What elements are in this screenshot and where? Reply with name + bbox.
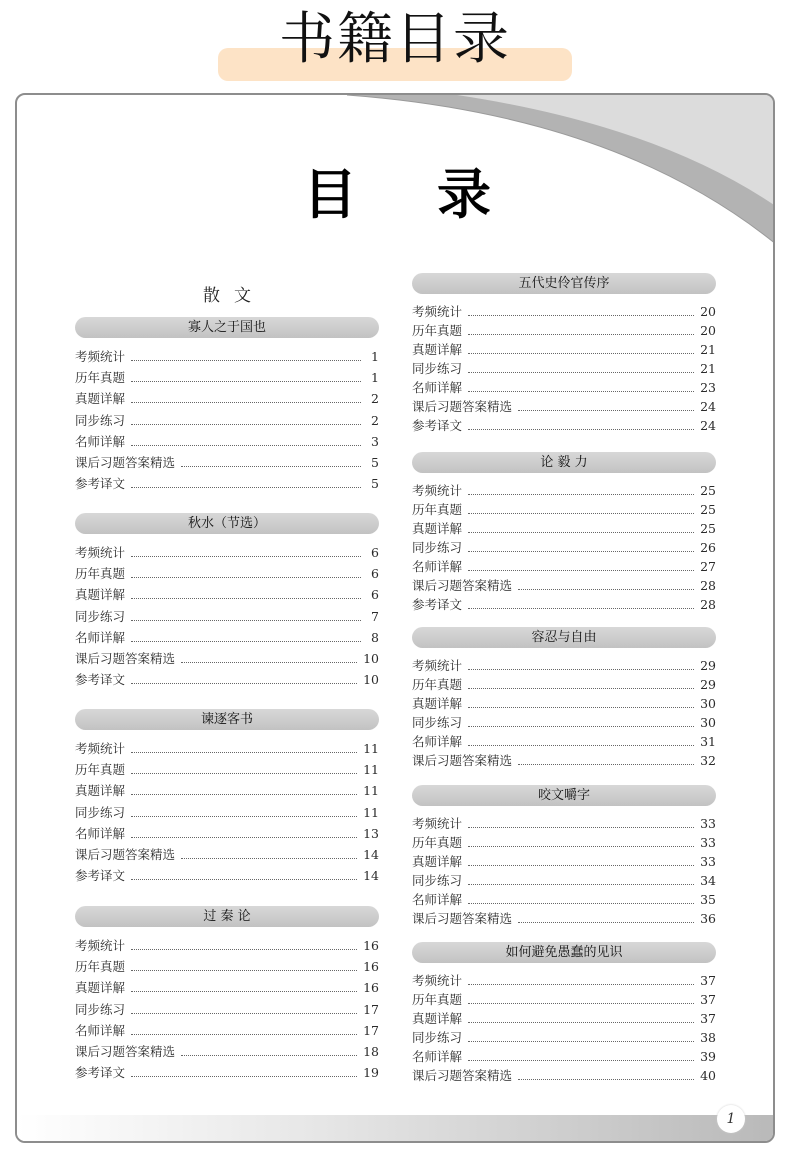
toc-entry: [412, 500, 716, 519]
entry-label: 同步练习: [75, 1001, 126, 1017]
entry-page-number: 11: [363, 804, 379, 820]
toc-entry: [412, 852, 716, 871]
toc-group: [75, 906, 379, 1083]
dot-leader: [131, 641, 361, 642]
banner: [0, 0, 790, 92]
entry-page-number: 20: [700, 323, 716, 338]
entry-page-number: 14: [363, 868, 379, 884]
entry-page-number: 37: [700, 1011, 716, 1026]
dot-leader: [131, 773, 357, 774]
toc-group: [75, 513, 379, 690]
dot-leader: [131, 556, 361, 557]
entry-label: 历年真题: [412, 992, 463, 1007]
entry-label: 名师详解: [75, 433, 126, 449]
toc-entry: [412, 656, 716, 675]
toc-entry: [75, 823, 379, 844]
entry-page-number: 38: [700, 1030, 716, 1045]
dot-leader: [131, 879, 357, 880]
entry-page-number: 33: [700, 854, 716, 869]
toc-entry: [412, 481, 716, 500]
entry-label: 历年真题: [412, 502, 463, 517]
dot-leader: [468, 1022, 694, 1023]
section-title: 散文: [203, 286, 265, 306]
toc-entry: [412, 1047, 716, 1066]
toc-entry: [75, 844, 379, 865]
toc-group: [412, 452, 716, 614]
entry-page-number: 21: [700, 361, 716, 376]
toc-entry: [75, 1020, 379, 1041]
toc-group: [412, 785, 716, 928]
entry-page-number: 35: [700, 892, 716, 907]
dot-leader: [518, 1079, 694, 1080]
entry-page-number: 8: [371, 629, 379, 645]
dot-leader: [468, 1060, 694, 1061]
toc-group: [412, 273, 716, 435]
toc-entry: [412, 302, 716, 321]
dot-leader: [468, 353, 694, 354]
entry-label: 课后习题答案精选: [75, 846, 176, 862]
page-title: 目录: [303, 163, 571, 226]
entry-page-number: 1: [371, 349, 379, 364]
toc-entry: [75, 367, 379, 388]
entry-page-number: 10: [363, 672, 379, 688]
entry-label: 考频统计: [75, 349, 126, 364]
toc-entry: [412, 321, 716, 340]
chapter-title-pill: 咬文嚼字: [412, 785, 716, 806]
entry-label: 课后习题答案精选: [412, 911, 513, 926]
dot-leader: [468, 315, 694, 316]
entry-page-number: 19: [363, 1065, 379, 1081]
entry-label: 名师详解: [75, 1022, 126, 1038]
dot-leader: [131, 970, 357, 971]
entry-label: 历年真题: [75, 762, 126, 778]
entry-label: 参考译文: [412, 418, 463, 433]
entry-page-number: 1: [371, 370, 379, 386]
chapter-title-pill: 论 毅 力: [412, 452, 716, 473]
entry-label: 考频统计: [412, 816, 463, 831]
entry-page-number: 11: [363, 783, 379, 799]
dot-leader: [468, 334, 694, 335]
toc-entry: [412, 909, 716, 928]
entry-label: 真题详解: [412, 1011, 463, 1026]
entry-label: 同步练习: [412, 873, 463, 888]
entry-page-number: 5: [371, 476, 379, 492]
toc-entry: [412, 416, 716, 435]
entry-label: 参考译文: [412, 597, 463, 612]
chapter-title-pill: 谏逐客书: [75, 709, 379, 730]
entry-label: 考频统计: [412, 973, 463, 988]
entry-label: 历年真题: [75, 370, 126, 386]
banner-title: 书籍目录: [279, 7, 511, 72]
dot-leader: [468, 429, 694, 430]
dot-leader: [131, 837, 357, 838]
toc-entry: [75, 542, 379, 563]
dot-leader: [468, 513, 694, 514]
dot-leader: [131, 620, 361, 621]
entry-label: 参考译文: [75, 672, 126, 688]
entry-page-number: 25: [700, 483, 716, 498]
entry-page-number: 5: [371, 454, 379, 470]
toc-entry: [412, 833, 716, 852]
toc-entry: [412, 340, 716, 359]
toc-group: [412, 942, 716, 1085]
entry-label: 同步练习: [412, 540, 463, 555]
entry-page-number: 6: [371, 545, 379, 560]
entry-label: 真题详解: [75, 391, 126, 407]
dot-leader: [131, 1034, 357, 1035]
entry-page-number: 17: [363, 1022, 379, 1038]
dot-leader: [468, 1003, 694, 1004]
toc-entry: [75, 606, 379, 627]
entry-page-number: 7: [371, 608, 379, 624]
entry-page-number: 18: [363, 1043, 379, 1059]
page-number: 1: [717, 1105, 745, 1133]
entry-label: 名师详解: [75, 629, 126, 645]
toc-entry: [75, 738, 379, 759]
toc-entry: [412, 397, 716, 416]
entry-label: 真题详解: [75, 587, 126, 603]
toc-group: [412, 627, 716, 770]
toc-entry: [412, 1009, 716, 1028]
toc-entry: [412, 751, 716, 770]
entry-label: 名师详解: [412, 1049, 463, 1064]
dot-leader: [518, 589, 694, 590]
entry-page-number: 11: [363, 762, 379, 778]
entry-label: 真题详解: [412, 521, 463, 536]
dot-leader: [181, 1055, 357, 1056]
toc-entry: [75, 1041, 379, 1062]
entry-label: 真题详解: [75, 783, 126, 799]
entry-label: 课后习题答案精选: [412, 399, 513, 414]
entry-label: 课后习题答案精选: [412, 578, 513, 593]
toc-entry: [75, 865, 379, 886]
dot-leader: [468, 745, 694, 746]
toc-entry: [75, 563, 379, 584]
entry-label: 真题详解: [75, 980, 126, 996]
entry-label: 参考译文: [75, 476, 126, 492]
dot-leader: [468, 827, 694, 828]
entry-page-number: 31: [700, 734, 716, 749]
entry-page-number: 36: [700, 911, 716, 926]
entry-page-number: 40: [700, 1068, 716, 1083]
entry-page-number: 32: [700, 753, 716, 768]
toc-group: [75, 709, 379, 886]
entry-page-number: 29: [700, 677, 716, 692]
entry-label: 课后习题答案精选: [412, 753, 513, 768]
entry-page-number: 11: [363, 741, 379, 756]
entry-label: 名师详解: [412, 734, 463, 749]
entry-page-number: 20: [700, 304, 716, 319]
entry-page-number: 28: [700, 597, 716, 612]
dot-leader: [468, 532, 694, 533]
entry-label: 历年真题: [75, 566, 126, 582]
toc-entry: [75, 388, 379, 409]
dot-leader: [131, 1076, 357, 1077]
entry-label: 考频统计: [75, 938, 126, 953]
chapter-title-pill: 过 秦 论: [75, 906, 379, 927]
dot-leader: [468, 884, 694, 885]
entry-page-number: 16: [363, 959, 379, 975]
entry-page-number: 10: [363, 650, 379, 666]
dot-leader: [131, 752, 357, 753]
dot-leader: [131, 445, 361, 446]
dot-leader: [468, 688, 694, 689]
toc-entry: [412, 557, 716, 576]
dot-leader: [131, 402, 361, 403]
toc-entry: [75, 977, 379, 998]
entry-page-number: 37: [700, 992, 716, 1007]
toc-group: [75, 317, 379, 494]
entry-page-number: 28: [700, 578, 716, 593]
entry-label: 名师详解: [412, 559, 463, 574]
chapter-title-pill: 秋水（节选）: [75, 513, 379, 534]
entry-label: 同步练习: [412, 715, 463, 730]
dot-leader: [131, 577, 361, 578]
dot-leader: [131, 949, 357, 950]
entry-page-number: 24: [700, 418, 716, 433]
dot-leader: [468, 551, 694, 552]
entry-label: 名师详解: [412, 380, 463, 395]
entry-label: 课后习题答案精选: [75, 1043, 176, 1059]
dot-leader: [518, 764, 694, 765]
toc-entry: [75, 584, 379, 605]
dot-leader: [181, 662, 357, 663]
dot-leader: [181, 858, 357, 859]
entry-page-number: 23: [700, 380, 716, 395]
entry-page-number: 2: [371, 391, 379, 407]
dot-leader: [131, 794, 357, 795]
entry-label: 同步练习: [412, 1030, 463, 1045]
entry-page-number: 6: [371, 587, 379, 603]
entry-label: 考频统计: [75, 545, 126, 560]
dot-leader: [468, 846, 694, 847]
entry-label: 同步练习: [75, 804, 126, 820]
entry-label: 真题详解: [412, 342, 463, 357]
dot-leader: [468, 372, 694, 373]
dot-leader: [468, 865, 694, 866]
chapter-title-pill: 容忍与自由: [412, 627, 716, 648]
entry-label: 课后习题答案精选: [75, 650, 176, 666]
toc-entry: [412, 971, 716, 990]
toc-entry: [412, 732, 716, 751]
entry-page-number: 16: [363, 980, 379, 996]
toc-entry: [75, 627, 379, 648]
chapter-title-pill: 寡人之于国也: [75, 317, 379, 338]
entry-page-number: 25: [700, 521, 716, 536]
dot-leader: [131, 816, 357, 817]
toc-entry: [412, 538, 716, 557]
dot-leader: [131, 598, 361, 599]
toc-entry: [75, 410, 379, 431]
entry-label: 课后习题答案精选: [412, 1068, 513, 1083]
entry-label: 真题详解: [412, 854, 463, 869]
dot-leader: [518, 922, 694, 923]
toc-entry: [412, 595, 716, 614]
entry-page-number: 30: [700, 696, 716, 711]
toc-entry: [412, 1066, 716, 1085]
toc-entry: [75, 999, 379, 1020]
chapter-title-pill: 五代史伶官传序: [412, 273, 716, 294]
toc-entry: [75, 473, 379, 494]
toc-entry: [75, 669, 379, 690]
dot-leader: [131, 683, 357, 684]
entry-page-number: 33: [700, 835, 716, 850]
entry-page-number: 25: [700, 502, 716, 517]
dot-leader: [181, 466, 361, 467]
toc-entry: [75, 452, 379, 473]
toc-page: [15, 93, 775, 1143]
entry-page-number: 14: [363, 846, 379, 862]
dot-leader: [468, 707, 694, 708]
entry-page-number: 16: [363, 938, 379, 953]
entry-page-number: 2: [371, 412, 379, 428]
entry-label: 考频统计: [75, 741, 126, 756]
entry-label: 历年真题: [75, 959, 126, 975]
entry-label: 名师详解: [412, 892, 463, 907]
entry-page-number: 24: [700, 399, 716, 414]
entry-page-number: 29: [700, 658, 716, 673]
toc-entry: [412, 675, 716, 694]
entry-page-number: 39: [700, 1049, 716, 1064]
toc-entry: [412, 576, 716, 595]
toc-entry: [412, 519, 716, 538]
toc-entry: [75, 1062, 379, 1083]
toc-entry: [412, 713, 716, 732]
footer-bar: [17, 1115, 775, 1143]
entry-label: 考频统计: [412, 304, 463, 319]
entry-label: 同步练习: [75, 608, 126, 624]
entry-page-number: 21: [700, 342, 716, 357]
dot-leader: [468, 494, 694, 495]
toc-entry: [75, 759, 379, 780]
dot-leader: [131, 360, 361, 361]
dot-leader: [468, 570, 694, 571]
toc-entry: [75, 431, 379, 452]
dot-leader: [131, 381, 361, 382]
entry-page-number: 33: [700, 816, 716, 831]
toc-entry: [412, 814, 716, 833]
entry-page-number: 17: [363, 1001, 379, 1017]
entry-label: 同步练习: [412, 361, 463, 376]
entry-label: 真题详解: [412, 696, 463, 711]
toc-entry: [75, 346, 379, 367]
entry-page-number: 37: [700, 973, 716, 988]
dot-leader: [131, 991, 357, 992]
chapter-title-pill: 如何避免愚蠢的见识: [412, 942, 716, 963]
entry-page-number: 30: [700, 715, 716, 730]
dot-leader: [468, 903, 694, 904]
toc-entry: [75, 802, 379, 823]
dot-leader: [468, 608, 694, 609]
entry-label: 名师详解: [75, 825, 126, 841]
entry-page-number: 6: [371, 566, 379, 582]
toc-entry: [412, 359, 716, 378]
entry-label: 同步练习: [75, 412, 126, 428]
dot-leader: [131, 1013, 357, 1014]
toc-entry: [75, 935, 379, 956]
dot-leader: [468, 669, 694, 670]
toc-entry: [75, 956, 379, 977]
entry-label: 参考译文: [75, 1065, 126, 1081]
entry-page-number: 26: [700, 540, 716, 555]
toc-entry: [412, 890, 716, 909]
toc-entry: [412, 378, 716, 397]
dot-leader: [468, 391, 694, 392]
entry-label: 考频统计: [412, 483, 463, 498]
dot-leader: [131, 487, 361, 488]
toc-entry: [75, 780, 379, 801]
entry-label: 考频统计: [412, 658, 463, 673]
entry-label: 参考译文: [75, 868, 126, 884]
dot-leader: [131, 424, 361, 425]
entry-label: 历年真题: [412, 677, 463, 692]
dot-leader: [468, 726, 694, 727]
dot-leader: [518, 410, 694, 411]
toc-entry: [412, 694, 716, 713]
dot-leader: [468, 984, 694, 985]
entry-page-number: 27: [700, 559, 716, 574]
entry-page-number: 34: [700, 873, 716, 888]
toc-entry: [412, 871, 716, 890]
toc-entry: [412, 990, 716, 1009]
entry-label: 历年真题: [412, 835, 463, 850]
entry-label: 历年真题: [412, 323, 463, 338]
entry-label: 课后习题答案精选: [75, 454, 176, 470]
toc-entry: [75, 648, 379, 669]
entry-page-number: 13: [363, 825, 379, 841]
dot-leader: [468, 1041, 694, 1042]
entry-page-number: 3: [371, 433, 379, 449]
toc-entry: [412, 1028, 716, 1047]
